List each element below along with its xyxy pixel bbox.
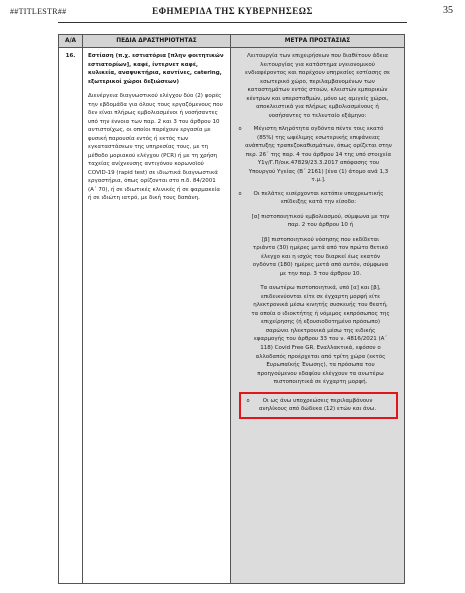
col-header-measures: ΜΕΤΡΑ ΠΡΟΣΤΑΣΙΑΣ	[231, 35, 405, 48]
col-header-number: Α/Α	[59, 35, 83, 48]
measures-cell	[231, 48, 405, 584]
header-rule	[58, 22, 407, 23]
circle-bullet-icon: o	[238, 190, 242, 197]
activity-body: Διενέργεια διαγνωστικού ελέγχου δύο (2) φορές την εβδομάδα για όλους τους εργαζόμενους που δεν είναι πλήρως εμβολιασμένοι ή νοσήσαντες υπό την έννοια των παρ. 2 και 3 του άρθρου 10 αντιστοίχως, οι οποίοι παρέχουν εργασία με φυσική παρουσία εντός ή εκτός των εγκαταστάσεων της υπηρεσίας τους, με τη μέθοδο μοριακού ελέγχου (PCR) ή με τη χρήση ταχείας ανίχνευσης αντιγόνου κορωνοϊού COVID-19 (rapid test) σε ιδιωτικά διαγνωστικά εργαστήρια, όπως ορίζονται στο π.δ. 84/2001 (Α΄ 70), ή σε ιδιωτικές κλινικές ή σε φαρμακεία ή σε ιδιώτη ιατρό, με δική τους δαπάνη.	[88, 93, 223, 202]
title-placeholder: ##TITLESTR##	[10, 7, 67, 16]
activity-title: Εστίαση (π.χ. εστιατόρια [πλην φοιτητικών εστιατορίων], καφέ, ίντερνετ καφέ, κυλικεία, αναψυκτήρια, καντίνες, catering, εξωτερικοί χώροι δεξιώσεων)	[88, 53, 224, 85]
col-header-activity: ΠΕΔΙΑ ΔΡΑΣΤΗΡΙΟΤΗΤΑΣ	[83, 35, 231, 48]
measure-entry-text: Οι πελάτες εισέρχονται κατόπιν υποχρεωτικής επίδειξης κατά την είσοδο:	[253, 190, 384, 206]
measures-table	[58, 34, 405, 584]
gazette-title: ΕΦΗΜΕΡΙΔΑ ΤΗΣ ΚΥΒΕΡΝΗΣΕΩΣ	[152, 6, 313, 16]
page-header	[0, 0, 465, 24]
row-number: 16.	[59, 48, 83, 584]
table-row	[59, 48, 405, 584]
measure-entry-verification: Τα ανωτέρω πιστοποιητικά, υπό [α] και [β], επιδεικνύονται είτε σε έγχαρτη μορφή είτε ηλεκτρονικά μέσω κινητής συσκευής του θεατή, τα οποία ο ιδιοκτήτης ή νόμιμος εκπρόσωπος της επιχείρησης (ή εξουσιοδοτημένο πρόσωπο) σαρώνει ηλεκτρονικά μέσω της ειδικής εφαρμογής του άρθρου 33 του ν. 4816/2021 (Α΄ 118) Covid Free GR. Εναλλακτικά, εφόσον ο αλλοδαπός προέρχεται από τρίτη χώρα (εκτός Ευρωπαϊκής Ένωσης), τα πρόσωπα του προηγούμενου εδαφίου ελέγχουν τα ανωτέρω πιστοποιητικά σε έγχαρτη μορφή.	[251, 285, 390, 386]
circle-bullet-icon: o	[238, 126, 242, 133]
measure-item-capacity	[235, 125, 400, 185]
highlighted-measure-box	[239, 392, 398, 419]
measure-item-minors	[243, 397, 390, 414]
table-header-row	[59, 35, 405, 48]
measure-capacity-text: Μέγιστη πληρότητα ογδόντα πέντε τοις εκατό (85%) της ωφέλιμης εσωτερικής επιφάνειας ανάπτυξης τραπεζοκαθισμάτων, όπως ορίζεται στην περ. 26΄ της παρ. 4 του άρθρου 14 της υπό στοιχεία Υ1γ/Γ.Π/οικ.47829/23.3.2017 απόφασης του Υπουργού Υγείας (Β΄ 2161) [ένα (1) άτομο ανά 1,3 τ.μ.].	[245, 126, 392, 184]
circle-bullet-icon: o	[246, 397, 250, 404]
measure-item-entry	[235, 190, 400, 207]
measure-entry-recovery: [β] πιστοποιητικού νόσησης που εκδίδεται τριάντα (30) ημέρες μετά από τον πρώτο θετικό έλεγχο και η ισχύς του διαρκεί έως εκατόν ογδόντα (180) ημέρες μετά από αυτόν, σύμφωνα με την παρ. 3 του άρθρου 10.	[252, 236, 389, 277]
activity-cell	[83, 48, 231, 584]
measures-intro: Λειτουργία των επιχειρήσεων που διαθέτουν άδεια λειτουργίας για κατάστημα υγειονομικού ενδιαφέροντος και παρέχουν υπηρεσίες εστίασης σε εσωτερικό χώρο, περιλαμβανομένων των καταστημάτων εντός στοών, κλειστών εμπορικών κέντρων και υπερσταθμών, μόνο ως αμιγείς χώροι, αποκλειστικά για πλήρως εμβολιασμένους ή νοσήσαντες το τελευταίο εξάμηνο:	[245, 53, 390, 119]
page-number: 35	[443, 5, 453, 16]
measure-entry-vaccination: [α] πιστοποιητικού εμβολιασμού, σύμφωνα με την παρ. 2 του άρθρου 10 ή	[251, 213, 390, 229]
measure-minors-text: Οι ως άνω υποχρεώσεις περιλαμβάνουν ανηλίκους από δώδεκα (12) ετών και άνω.	[258, 397, 377, 413]
